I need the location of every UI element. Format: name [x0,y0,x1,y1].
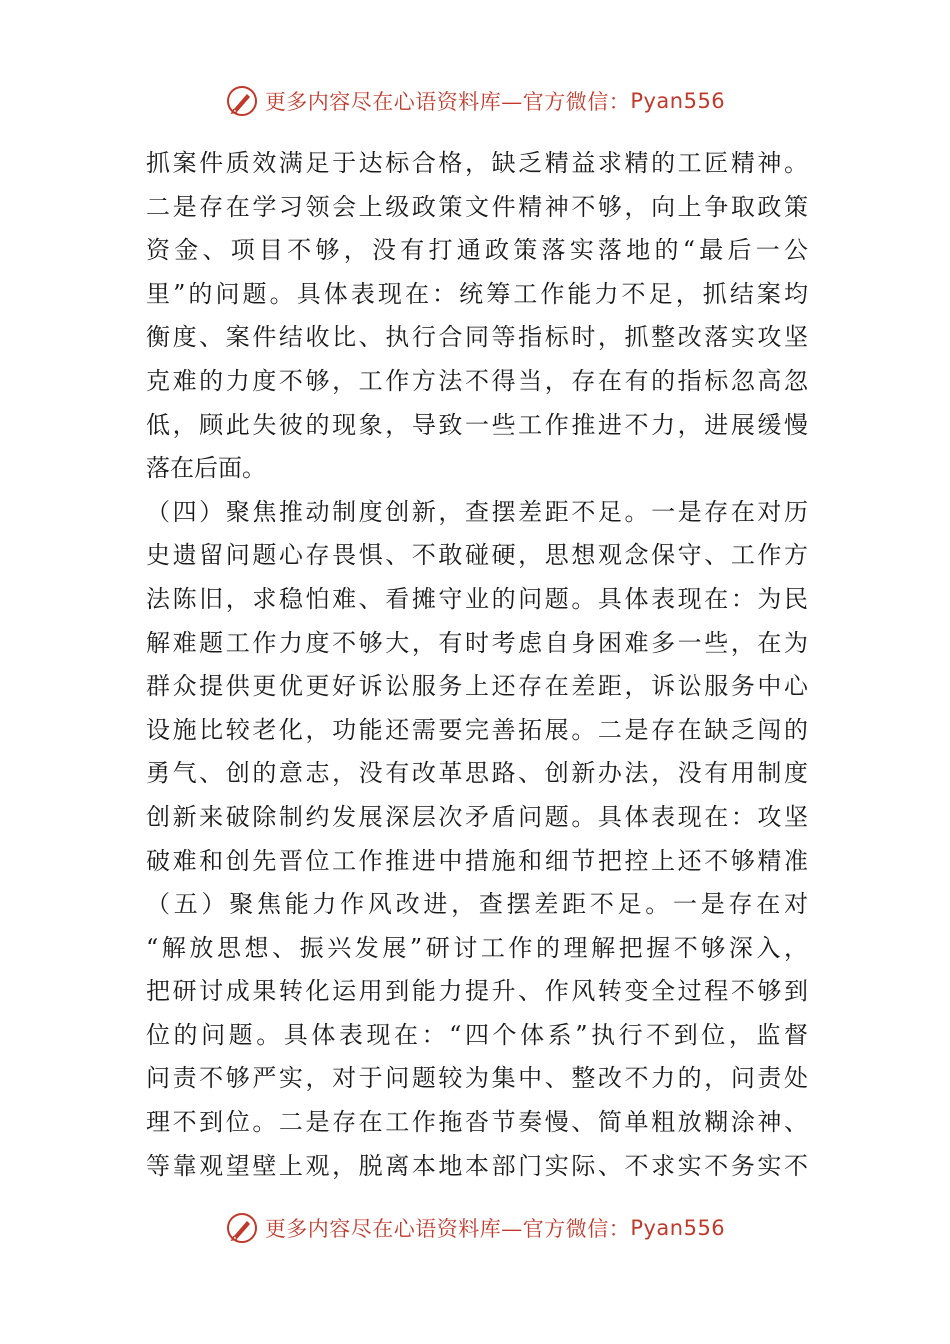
document-body [146,142,808,1188]
text-line: 法陈旧，求稳怕难、看摊守业的问题。具体表现在：为民 [146,584,808,613]
header-watermark [0,84,950,118]
text-line: 衡度、案件结收比、执行合同等指标时，抓整改落实攻坚 [146,323,808,352]
watermark-wechat-id: Pyan556 [630,1216,726,1240]
text-line: 把研讨成果转化运用到能力提升、作风转变全过程不够到 [146,977,808,1006]
text-line: 低，顾此失彼的现象，导致一些工作推进不力，进展缓慢 [146,410,808,439]
text-line: 二是存在学习领会上级政策文件精神不够，向上争取政策 [146,192,808,221]
text-line: 群众提供更优更好诉讼服务上还存在差距，诉讼服务中心 [146,672,808,701]
footer-watermark [0,1211,950,1245]
watermark-text: 更多内容尽在心语资料库—官方微信： [264,1217,631,1241]
pen-logo-icon [225,84,259,118]
text-line: （五）聚焦能力作风改进，查摆差距不足。一是存在对 [146,890,808,919]
text-line: 问责不够严实，对于问题较为集中、整改不力的，问责处 [146,1064,808,1093]
text-line: 位的问题。具体表现在：“四个体系”执行不到位，监督 [146,1020,808,1049]
text-line: 史遗留问题心存畏惧、不敢碰硬，思想观念保守、工作方 [146,541,808,570]
text-line: 破难和创先晋位工作推进中措施和细节把控上还不够精准 [146,846,808,875]
watermark-text: 更多内容尽在心语资料库—官方微信： [264,90,631,114]
text-line: 设施比较老化，功能还需要完善拓展。二是存在缺乏闯的 [146,715,808,744]
text-line: 抓案件质效满足于达标合格，缺乏精益求精的工匠精神。 [146,149,808,177]
text-line: 解难题工作力度不够大，有时考虑自身困难多一些，在为 [146,628,808,657]
text-line: 资金、项目不够，没有打通政策落实落地的“最后一公 [146,236,808,265]
text-line: “解放思想、振兴发展”研讨工作的理解把握不够深入， [146,933,808,962]
text-line: （四）聚焦推动制度创新，查摆差距不足。一是存在对历 [146,497,808,526]
watermark-wechat-id: Pyan556 [630,89,726,113]
pen-logo-icon [225,1211,259,1245]
text-line: 创新来破除制约发展深层次矛盾问题。具体表现在：攻坚 [146,802,808,831]
text-line: 等靠观望壁上观，脱离本地本部门实际、不求实不务实不 [146,1151,808,1180]
text-line: 理不到位。二是存在工作拖沓节奏慢、简单粗放糊涂神、 [146,1108,808,1137]
text-line: 克难的力度不够，工作方法不得当，存在有的指标忽高忽 [146,366,808,395]
text-line: 落在后面。 [146,454,266,483]
text-line: 勇气、创的意志，没有改革思路、创新办法，没有用制度 [146,759,808,788]
text-line: 里”的问题。具体表现在：统筹工作能力不足，抓结案均 [146,279,808,308]
